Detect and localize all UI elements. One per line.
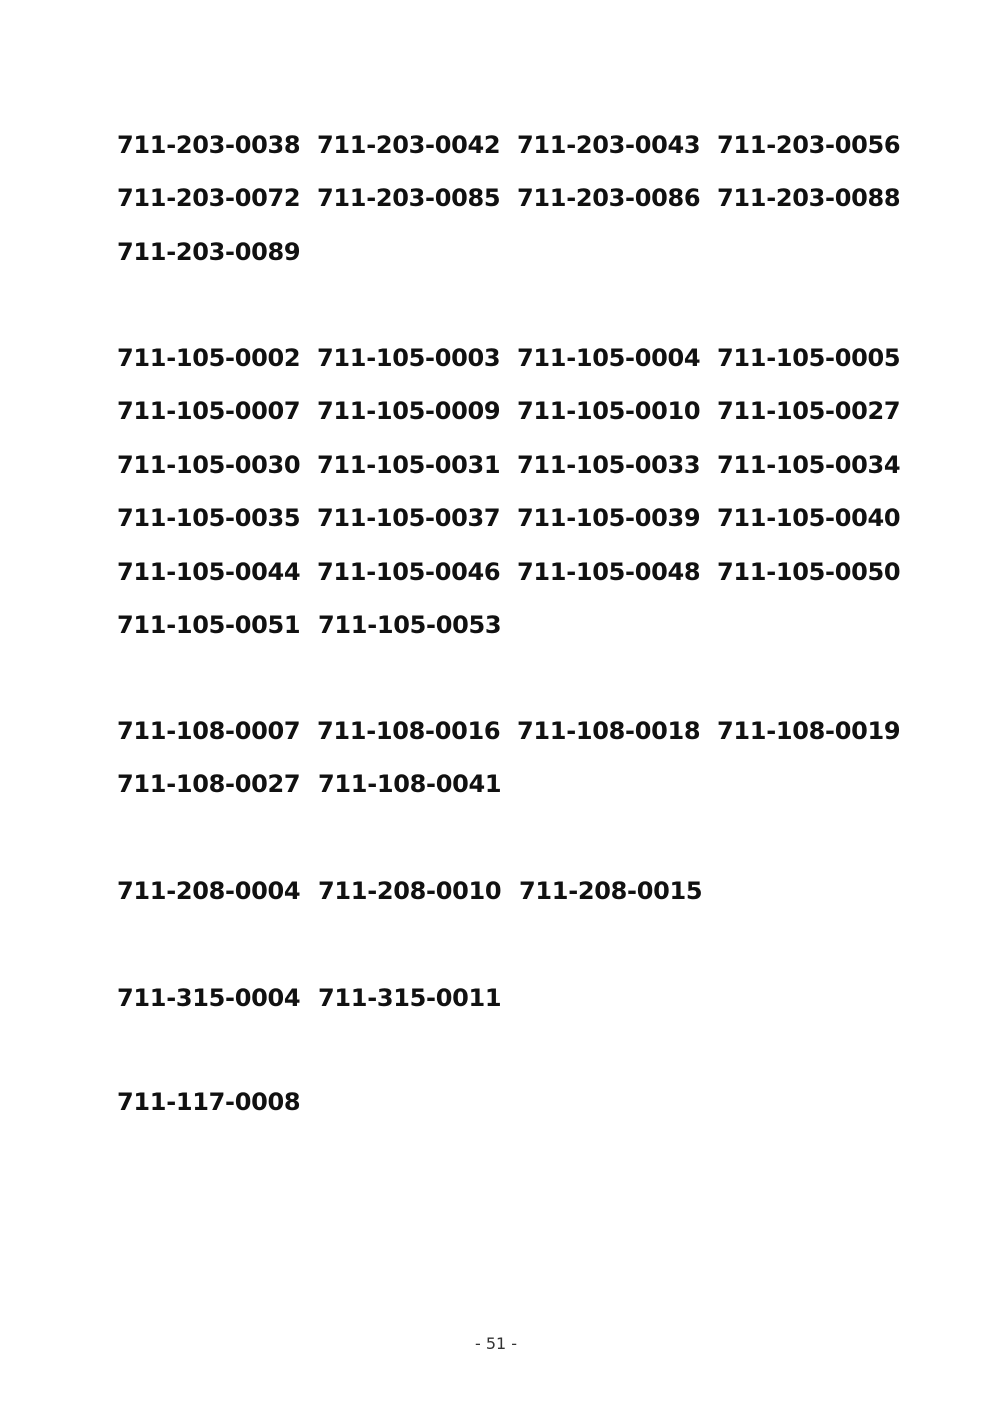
code-row bbox=[117, 503, 917, 556]
code-item: 711-105-0002 bbox=[117, 344, 301, 372]
code-group-711-108 bbox=[117, 716, 917, 823]
code-row bbox=[117, 557, 917, 610]
code-item: 711-105-0009 bbox=[317, 397, 501, 426]
code-row bbox=[117, 130, 917, 183]
code-item: 711-105-0030 bbox=[117, 450, 301, 479]
code-row bbox=[117, 237, 917, 290]
code-row bbox=[117, 716, 917, 769]
code-item: 711-105-0048 bbox=[517, 557, 701, 586]
code-item: 711-315-0004 bbox=[117, 984, 301, 1012]
code-item: 711-105-0035 bbox=[117, 504, 301, 533]
code-item: 711-203-0085 bbox=[317, 184, 501, 213]
code-item: 711-105-0033 bbox=[517, 450, 701, 479]
code-row bbox=[117, 343, 917, 396]
code-group-711-105 bbox=[117, 343, 917, 663]
code-item: 711-105-0034 bbox=[717, 450, 901, 479]
code-item: 711-108-0016 bbox=[317, 717, 501, 745]
code-item: 711-203-0043 bbox=[517, 131, 701, 159]
code-item: 711-203-0042 bbox=[317, 131, 501, 159]
code-row bbox=[117, 1087, 917, 1140]
code-item: 711-105-0007 bbox=[117, 397, 301, 426]
code-item: 711-108-0019 bbox=[717, 717, 901, 745]
code-row bbox=[117, 610, 917, 663]
code-item: 711-108-0027 bbox=[117, 770, 301, 799]
code-item: 711-105-0039 bbox=[517, 504, 701, 533]
code-item: 711-203-0089 bbox=[117, 237, 301, 266]
code-item: 711-203-0056 bbox=[717, 131, 901, 159]
code-item: 711-105-0037 bbox=[317, 504, 501, 533]
code-item: 711-105-0027 bbox=[717, 397, 901, 426]
code-row bbox=[117, 183, 917, 236]
code-item: 711-105-0051 bbox=[117, 610, 301, 639]
code-item: 711-108-0007 bbox=[117, 717, 301, 745]
code-row bbox=[117, 876, 917, 929]
code-item: 711-203-0072 bbox=[117, 184, 301, 213]
code-row bbox=[117, 769, 917, 822]
code-item: 711-105-0050 bbox=[717, 557, 901, 586]
code-item: 711-105-0031 bbox=[317, 450, 501, 479]
code-item: 711-105-0040 bbox=[717, 504, 901, 533]
code-item: 711-105-0005 bbox=[717, 344, 901, 372]
code-item: 711-117-0008 bbox=[117, 1088, 301, 1116]
page-number: - 51 - bbox=[474, 1334, 518, 1353]
code-item: 711-105-0010 bbox=[517, 397, 701, 426]
code-item: 711-108-0018 bbox=[517, 717, 701, 745]
code-group-711-208 bbox=[117, 876, 917, 929]
code-item: 711-203-0086 bbox=[517, 184, 701, 213]
code-item: 711-105-0004 bbox=[517, 344, 701, 372]
code-group-711-203 bbox=[117, 130, 917, 290]
code-item: 711-108-0041 bbox=[318, 770, 502, 799]
code-group-711-117 bbox=[117, 1087, 917, 1140]
code-row bbox=[117, 450, 917, 503]
code-item: 711-208-0010 bbox=[318, 877, 502, 905]
code-item: 711-105-0053 bbox=[318, 610, 502, 639]
code-item: 711-208-0015 bbox=[519, 877, 703, 905]
code-row bbox=[117, 983, 917, 1036]
code-group-711-315 bbox=[117, 983, 917, 1036]
code-item: 711-105-0044 bbox=[117, 557, 301, 586]
code-item: 711-315-0011 bbox=[318, 984, 502, 1012]
code-row bbox=[117, 396, 917, 449]
code-item: 711-203-0038 bbox=[117, 131, 301, 159]
code-item: 711-105-0046 bbox=[317, 557, 501, 586]
code-item: 711-208-0004 bbox=[117, 877, 301, 905]
code-item: 711-203-0088 bbox=[717, 184, 901, 213]
code-item: 711-105-0003 bbox=[317, 344, 501, 372]
